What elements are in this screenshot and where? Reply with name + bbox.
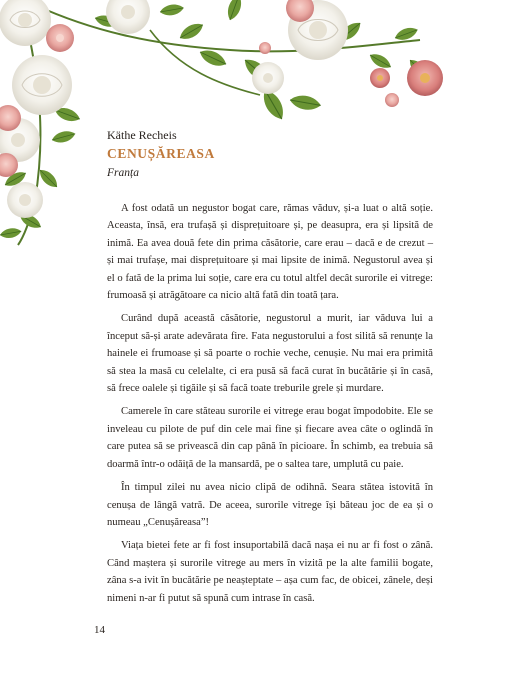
paragraph: Viața bietei fete ar fi fost insuportabilă dacă nașa ei nu ar fi fost o zână. Când mașterа și surorile vitrege au mers în vizită pe la alte familii bogate, zâna s-a ivit în bucătărie pe neașteptate – așa cum fac, de obicei, zânele, deși nimeni n-ar fi putut să spună cum intrase în casă. — [107, 540, 433, 604]
story-body — [107, 200, 433, 613]
paragraph: Camerele în care stăteau surorile ei vitrege erau bogat împodobite. Ele se inveleau cu pilote de puf din cele mai fine și fiecare avea câte o oglindă în care putea să se privească din cap până în picioare. În schimb, ea trebuia să doarmă într-o odăiță de la mansardă, pe o saltea tare, umplută cu paie. — [107, 406, 433, 470]
page-number: 14 — [94, 624, 105, 636]
story-author: Käthe Recheis — [107, 128, 177, 142]
story-title: CENUȘĂREASA — [107, 146, 215, 161]
paragraph: Curând după această căsătorie, negustorul a murit, iar văduva lui a început să-și arate adevărata fire. Fata negustorului a fost silită să renunțe la hainele ei frumoase și să poarte o rochie veche, cenușie. Nu mai era primită să stea la masă cu celelalte, ci era pusă să facă curat în bucătărie și în casă, să frece oalele și tigăile și să facă toate treburile grele și murdare. — [107, 313, 433, 395]
story-country: Franța — [107, 167, 139, 179]
story-header — [107, 127, 407, 181]
paragraph: A fost odată un negustor bogat care, rămas văduv, și-a luat o altă soție. Aceasta, însă, era trufașă și disprețuitoare și, pe deasupra, era și lipsită de inimă. Ea avea două fete din prima căsătorie, care erau – dacă e de crezut – și mai trufașe, mai disprețuitoare și mai lipsite de inimă. Negustorul avea și el o fată de la prima lui soție, care era cu totul altfel decât surorile ei vitrege: frumoasă și atrăgătoare ca nicio altă fată din toată țara. — [107, 203, 433, 302]
paragraph: În timpul zilei nu avea nicio clipă de odihnă. Seara stătea istovită în cenușa de lângă vatră. De aceea, surorile vitrege își băteau joc de ea și o numeau „Cenușăreasa”! — [107, 482, 433, 528]
